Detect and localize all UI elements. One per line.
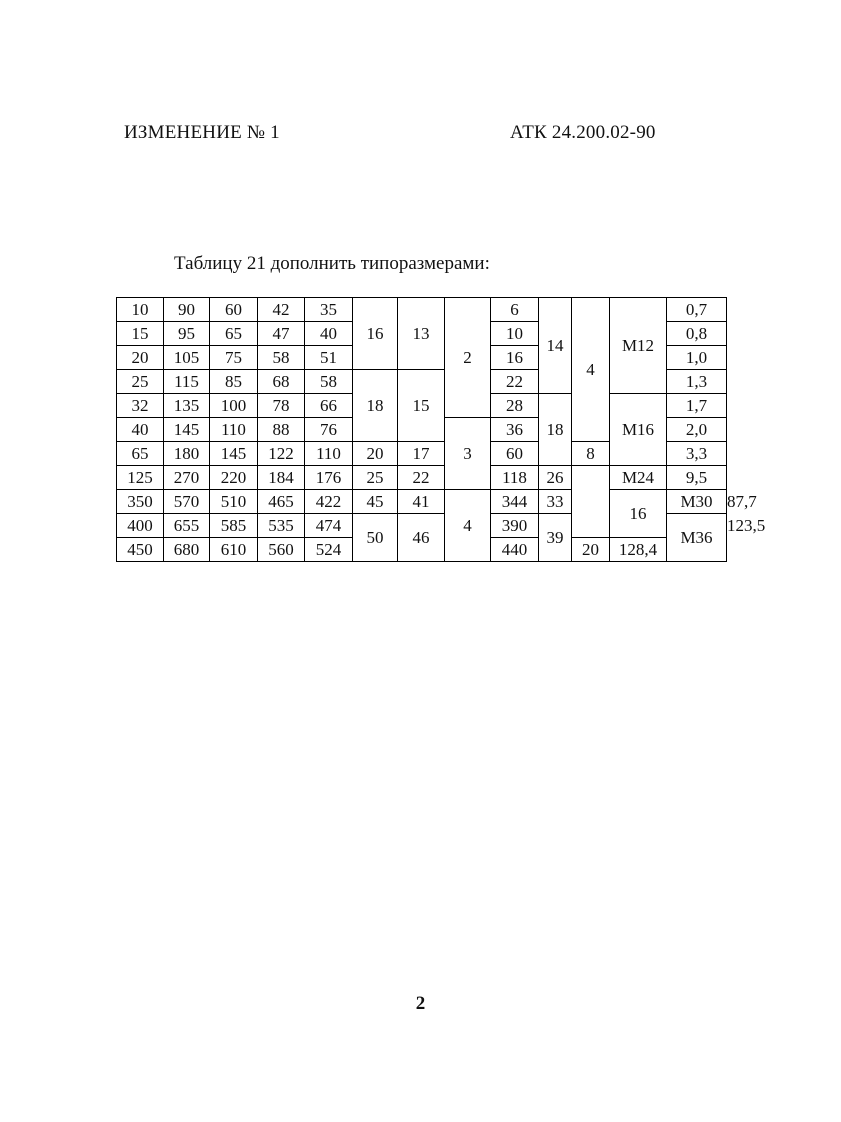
page-number: 2 bbox=[415, 993, 426, 1014]
table-cell: 15 bbox=[398, 370, 445, 442]
table-cell: 88 bbox=[258, 418, 305, 442]
table-cell: 85 bbox=[210, 370, 258, 394]
table-cell: 122 bbox=[258, 442, 305, 466]
table-cell: 1,0 bbox=[667, 346, 727, 370]
table-cell: 465 bbox=[258, 490, 305, 514]
table-cell: М12 bbox=[610, 298, 667, 394]
table-cell: 4 bbox=[572, 298, 610, 442]
table-cell: 145 bbox=[210, 442, 258, 466]
doc-code: АТК 24.200.02-90 bbox=[510, 122, 656, 143]
table-cell: 68 bbox=[258, 370, 305, 394]
table-cell: 47 bbox=[258, 322, 305, 346]
table-cell: 8 bbox=[572, 442, 610, 466]
table-cell: 16 bbox=[610, 490, 667, 538]
table-cell: 10 bbox=[491, 322, 539, 346]
table-cell: 9,5 bbox=[667, 466, 727, 490]
table-cell: 13 bbox=[398, 298, 445, 370]
table-cell: 110 bbox=[305, 442, 353, 466]
table-cell: 10 bbox=[117, 298, 164, 322]
table-cell: 1,3 bbox=[667, 370, 727, 394]
table-cell bbox=[572, 466, 610, 538]
table-cell: 65 bbox=[210, 322, 258, 346]
table-cell: 6 bbox=[491, 298, 539, 322]
table-cell: М24 bbox=[610, 466, 667, 490]
table-cell: 3 bbox=[445, 418, 491, 490]
table-cell: 36 bbox=[491, 418, 539, 442]
size-table bbox=[116, 297, 766, 562]
table-cell: 46 bbox=[398, 514, 445, 562]
table-cell: 40 bbox=[117, 418, 164, 442]
table-cell: 535 bbox=[258, 514, 305, 538]
table-cell: 110 bbox=[210, 418, 258, 442]
table-cell: 78 bbox=[258, 394, 305, 418]
table-cell: 90 bbox=[164, 298, 210, 322]
table-cell: 105 bbox=[164, 346, 210, 370]
table-row: 350 570 510 465 422 45 41 4 344 33 16 М30 87,7 bbox=[117, 490, 727, 514]
table-cell: 22 bbox=[398, 466, 445, 490]
table-cell: 66 bbox=[305, 394, 353, 418]
table-cell: 20 bbox=[572, 538, 610, 562]
table-cell: 2,0 bbox=[667, 418, 727, 442]
table-cell: 180 bbox=[164, 442, 210, 466]
table-cell: 135 bbox=[164, 394, 210, 418]
table-cell: 20 bbox=[117, 346, 164, 370]
table-row: 400 655 585 535 474 50 46 390 39 М36 123,5 bbox=[117, 514, 727, 538]
table-cell: М16 bbox=[610, 394, 667, 466]
table-cell: 35 bbox=[305, 298, 353, 322]
table-cell: 60 bbox=[210, 298, 258, 322]
table-cell: 610 bbox=[210, 538, 258, 562]
table-cell: 50 bbox=[353, 514, 398, 562]
table-cell: 42 bbox=[258, 298, 305, 322]
table-cell: 115 bbox=[164, 370, 210, 394]
table-cell: 145 bbox=[164, 418, 210, 442]
table-cell: 680 bbox=[164, 538, 210, 562]
table-cell: 118 bbox=[491, 466, 539, 490]
table-cell: 33 bbox=[539, 490, 572, 514]
table-cell: 14 bbox=[539, 298, 572, 394]
table-cell: 41 bbox=[398, 490, 445, 514]
table-cell: 15 bbox=[117, 322, 164, 346]
table-cell: 270 bbox=[164, 466, 210, 490]
table-cell: 65 bbox=[117, 442, 164, 466]
table-cell: 450 bbox=[117, 538, 164, 562]
table-cell: 390 bbox=[491, 514, 539, 538]
table-cell: 128,4 bbox=[610, 538, 667, 562]
table-cell: 440 bbox=[491, 538, 539, 562]
table-cell: 16 bbox=[353, 298, 398, 370]
table-cell: 510 bbox=[210, 490, 258, 514]
doc-change-title: ИЗМЕНЕНИЕ № 1 bbox=[124, 122, 280, 143]
table-cell: 585 bbox=[210, 514, 258, 538]
size-table-body bbox=[117, 298, 766, 562]
table-cell: 40 bbox=[305, 322, 353, 346]
table-cell: 16 bbox=[491, 346, 539, 370]
table-cell: 20 bbox=[353, 442, 398, 466]
table-cell: 184 bbox=[258, 466, 305, 490]
table-cell: 125 bbox=[117, 466, 164, 490]
table-cell: 4 bbox=[445, 490, 491, 562]
table-cell: 58 bbox=[305, 370, 353, 394]
table-cell: 95 bbox=[164, 322, 210, 346]
table-cell: 18 bbox=[539, 394, 572, 466]
table-cell: 220 bbox=[210, 466, 258, 490]
table-cell: 100 bbox=[210, 394, 258, 418]
table-cell: 17 bbox=[398, 442, 445, 466]
table-cell: 350 bbox=[117, 490, 164, 514]
table-cell: 1,7 bbox=[667, 394, 727, 418]
table-row bbox=[117, 466, 727, 490]
table-cell: 570 bbox=[164, 490, 210, 514]
table-cell: М36 bbox=[667, 514, 727, 562]
table-cell: 400 bbox=[117, 514, 164, 538]
table-cell: 58 bbox=[258, 346, 305, 370]
table-cell: 2 bbox=[445, 298, 491, 418]
table-cell: 45 bbox=[353, 490, 398, 514]
table-cell: 344 bbox=[491, 490, 539, 514]
table-cell: 32 bbox=[117, 394, 164, 418]
table-cell: 28 bbox=[491, 394, 539, 418]
table-cell: 76 bbox=[305, 418, 353, 442]
table-cell: 0,8 bbox=[667, 322, 727, 346]
table-cell: 524 bbox=[305, 538, 353, 562]
table-cell: 22 bbox=[491, 370, 539, 394]
table-row bbox=[117, 298, 727, 322]
table-cell: 3,3 bbox=[667, 442, 727, 466]
table-cell: 25 bbox=[117, 370, 164, 394]
table-cell: 560 bbox=[258, 538, 305, 562]
table-cell: 51 bbox=[305, 346, 353, 370]
table-cell: 18 bbox=[353, 370, 398, 442]
table-cell: 26 bbox=[539, 466, 572, 490]
table-cell: 474 bbox=[305, 514, 353, 538]
table-cell: 60 bbox=[491, 442, 539, 466]
table-cell: 0,7 bbox=[667, 298, 727, 322]
table-cell: 176 bbox=[305, 466, 353, 490]
table-cell: 655 bbox=[164, 514, 210, 538]
table-intro-text: Таблицу 21 дополнить типоразмерами: bbox=[174, 253, 490, 274]
table-cell: 75 bbox=[210, 346, 258, 370]
table-cell: 422 bbox=[305, 490, 353, 514]
table-cell: 25 bbox=[353, 466, 398, 490]
table-cell: 39 bbox=[539, 514, 572, 562]
table-cell: М30 bbox=[667, 490, 727, 514]
